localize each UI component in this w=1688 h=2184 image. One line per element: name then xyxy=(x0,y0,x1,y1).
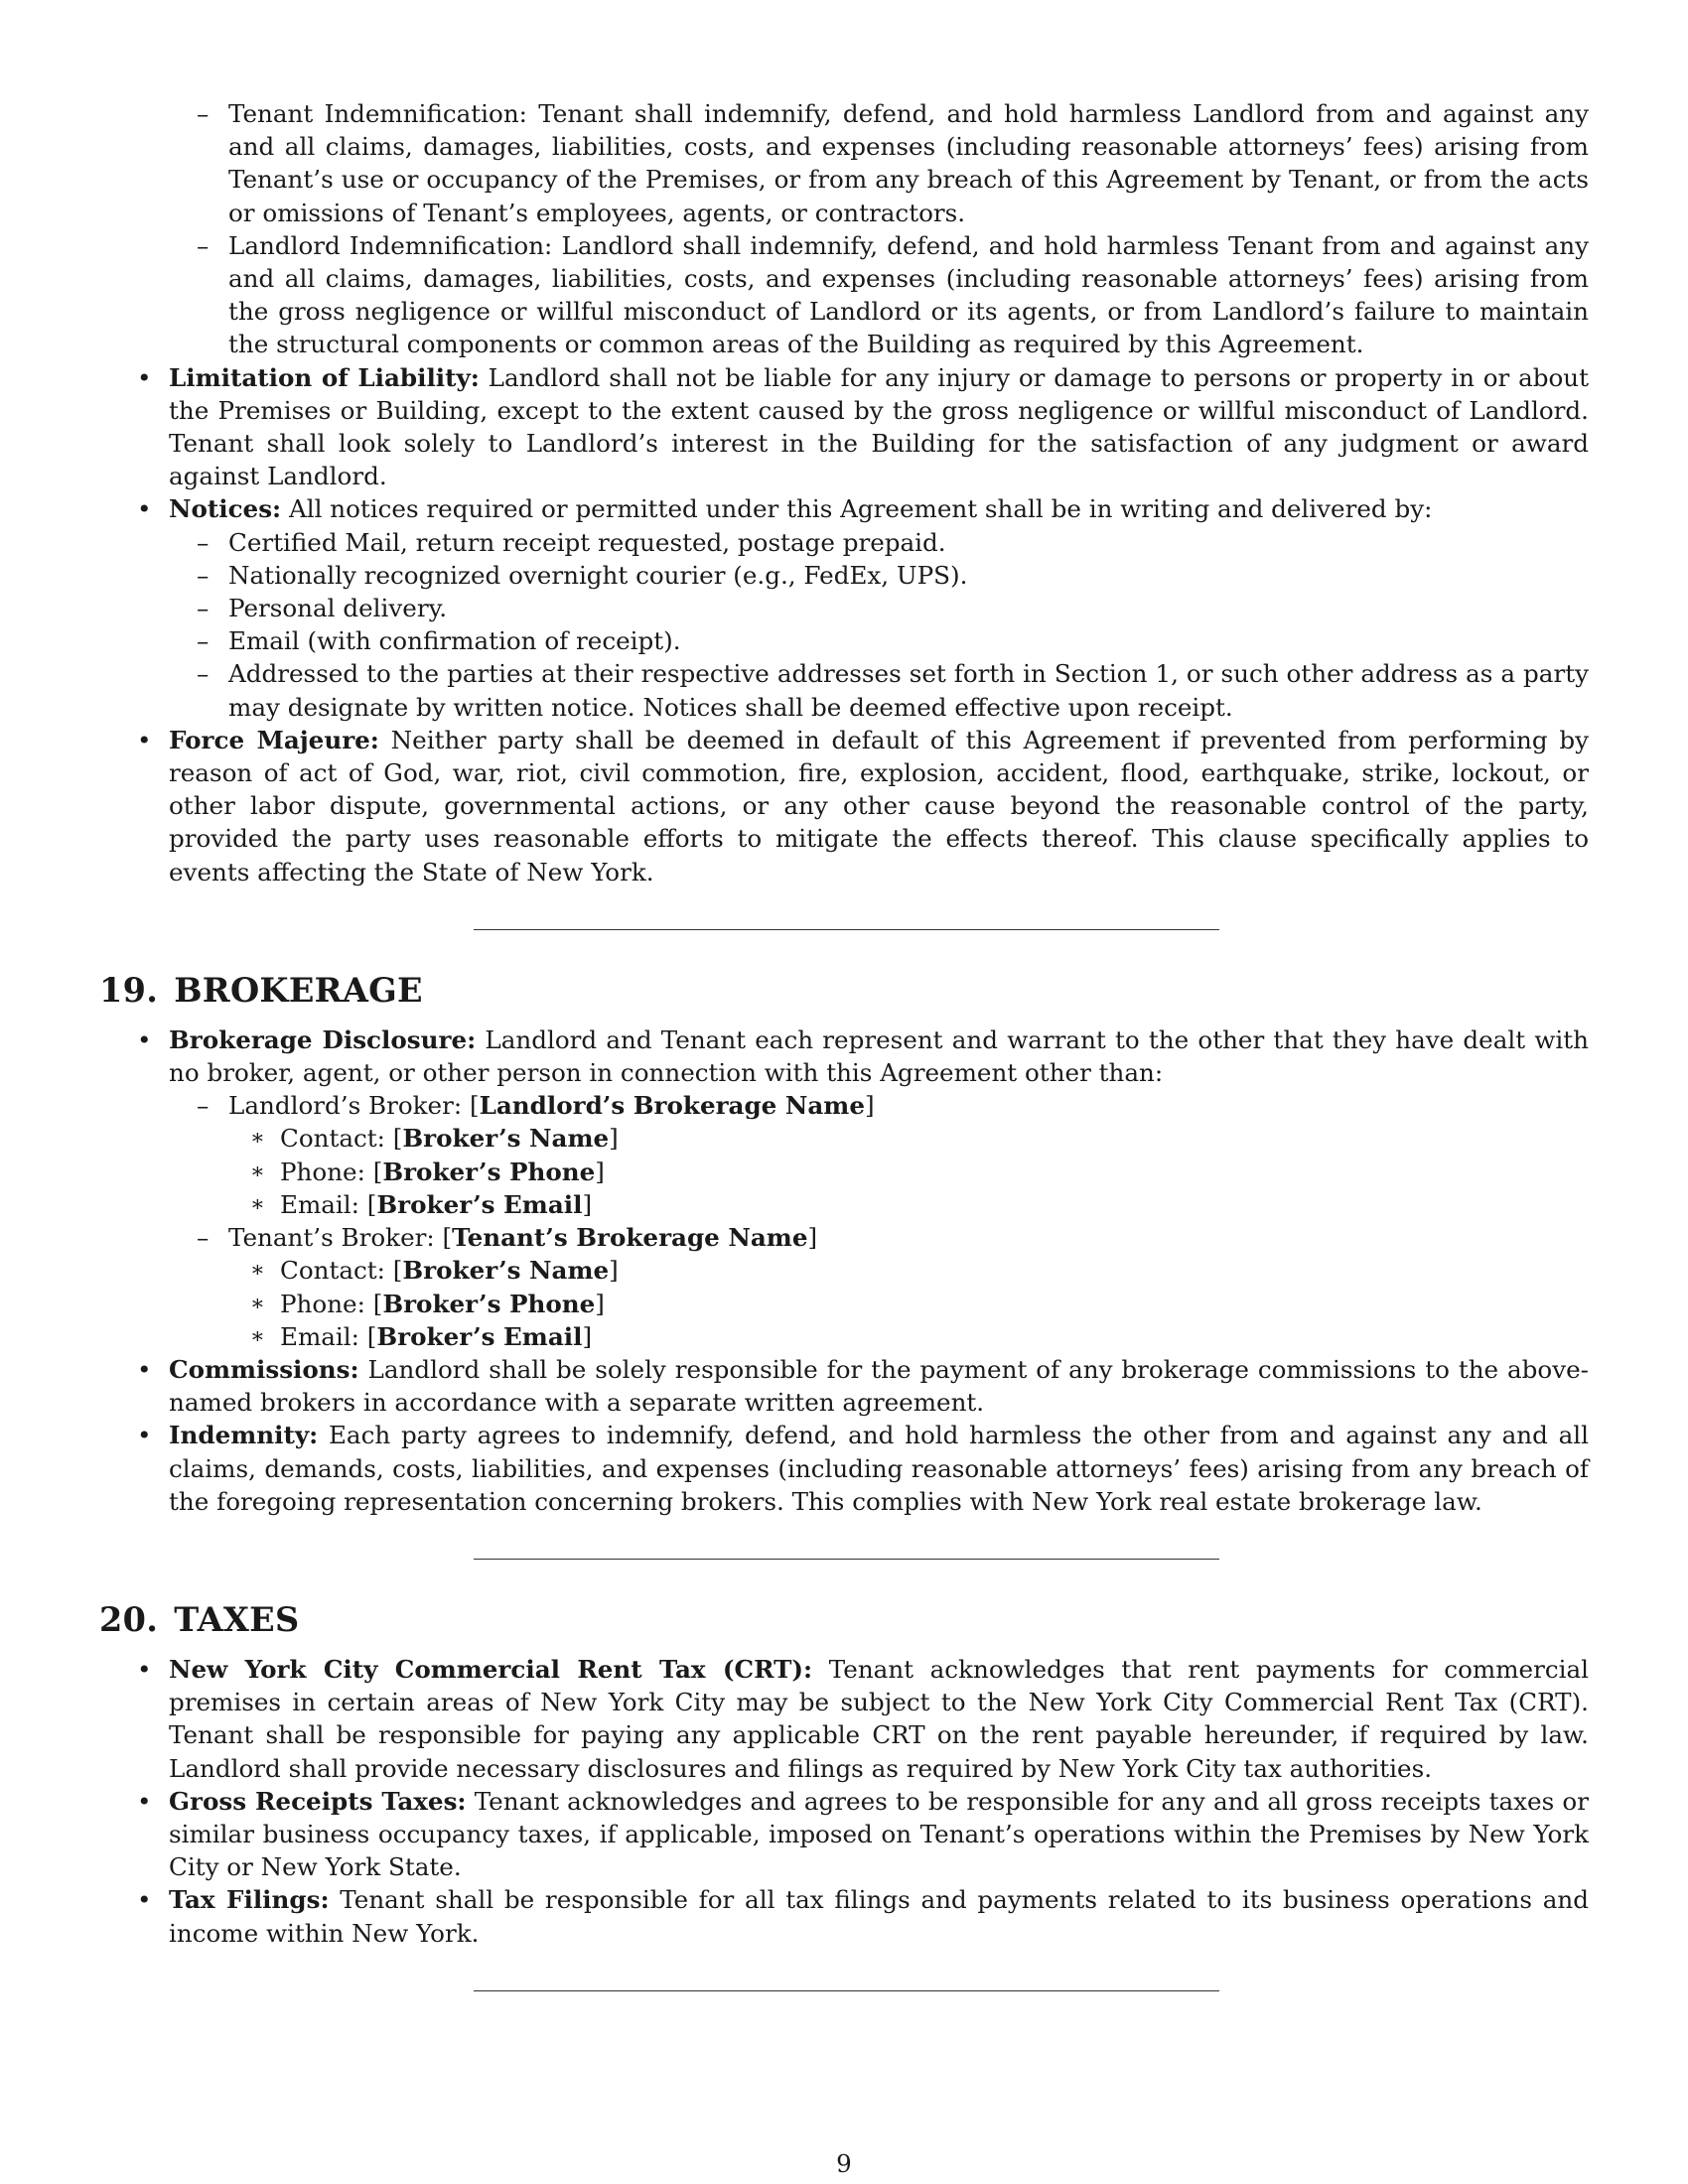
phone-label: Phone: xyxy=(280,1157,373,1186)
indemnity-item xyxy=(99,1419,1589,1518)
landlord-broker-contact: ∗ Contact: [Broker’s Name] xyxy=(99,1122,1589,1155)
section-divider xyxy=(474,1559,1219,1560)
gross-receipts-item xyxy=(99,1785,1589,1884)
section-divider xyxy=(474,1990,1219,1991)
force-majeure-label: Force Majeure: xyxy=(169,725,379,754)
gross-receipts-label: Gross Receipts Taxes: xyxy=(169,1786,467,1816)
notices-label: Notices: xyxy=(169,494,282,524)
section-number: 20. xyxy=(99,1599,159,1639)
bullet-marker: • xyxy=(137,1024,152,1054)
brokerage-disclosure-label: Brokerage Disclosure: xyxy=(169,1024,477,1054)
broker-email-placeholder: Broker’s Email xyxy=(376,1189,583,1219)
tenant-broker-contact: ∗ Contact: [Broker’s Name] xyxy=(99,1254,1589,1287)
section-title: TAXES xyxy=(174,1599,300,1639)
asterisk-marker: ∗ xyxy=(250,1159,265,1184)
force-majeure-item xyxy=(99,724,1589,888)
dash-marker: – xyxy=(197,527,210,557)
indemnity-label: Indemnity: xyxy=(169,1421,319,1450)
landlord-broker-item: – Landlord’s Broker: [Landlord’s Brokerage Name] xyxy=(99,1089,1589,1122)
landlord-broker-phone: ∗ Phone: [Broker’s Phone] xyxy=(99,1156,1589,1188)
bullet-marker: • xyxy=(137,725,152,754)
tenant-brokerage-name: Tenant’s Brokerage Name xyxy=(452,1223,808,1253)
email-label: Email: xyxy=(280,1321,367,1351)
landlord-broker-label: Landlord’s Broker: xyxy=(228,1091,470,1121)
section-20-heading xyxy=(99,1600,1589,1640)
notice-method-text: Personal delivery. xyxy=(228,594,448,623)
notices-item xyxy=(99,492,1589,525)
notice-method-item xyxy=(99,559,1589,592)
tenant-broker-phone: ∗ Phone: [Broker’s Phone] xyxy=(99,1288,1589,1320)
brokerage-disclosure-item xyxy=(99,1024,1589,1089)
notice-method-item xyxy=(99,624,1589,657)
gross-receipts-text: Tenant acknowledges and agrees to be responsible for any and all gross receipts taxes or similar business occupancy taxes, if applicable, imposed on Tenant’s operations within the Premises by New York City or New York State. xyxy=(169,1786,1589,1882)
phone-label: Phone: xyxy=(280,1289,373,1318)
landlord-indemnification-text: Landlord Indemnification: Landlord shall indemnify, defend, and hold harmless Tenant from and against any and all claims, damages, liabilities, costs, and expenses (including reasonable attorneys’ fees) arising from the gross negligence or willful misconduct of Landlord or its agents, or from Landlord’s failure to maintain the structural components or common areas of the Building as required by this Agreement. xyxy=(228,230,1589,359)
bullet-marker: • xyxy=(137,1885,152,1915)
broker-name-placeholder: Broker’s Name xyxy=(402,1256,610,1286)
notice-method-text: Email (with confirmation of receipt). xyxy=(228,626,681,656)
broker-name-placeholder: Broker’s Name xyxy=(402,1124,610,1154)
bullet-marker: • xyxy=(137,1354,152,1384)
tenant-indemnification-item xyxy=(99,97,1589,229)
bullet-marker: • xyxy=(137,1421,152,1450)
bullet-marker: • xyxy=(137,1654,152,1684)
dash-marker: – xyxy=(197,230,210,260)
asterisk-marker: ∗ xyxy=(250,1291,265,1316)
force-majeure-text: Neither party shall be deemed in default of this Agreement if prevented from performing by reason of act of God, war, riot, civil commotion, fire, explosion, accident, flood, earthquake, strike, lockout, or other labor dispute, governmental actions, or any other cause beyond the reasonable control of the party, provided the party uses reasonable efforts to mitigate the effects thereof. This clause specifically applies to events affecting the State of New York. xyxy=(169,725,1589,887)
section-19-heading xyxy=(99,971,1589,1011)
commissions-item xyxy=(99,1353,1589,1419)
asterisk-marker: ∗ xyxy=(250,1323,265,1349)
indemnity-text: Each party agrees to indemnify, defend, and hold harmless the other from and against any and all claims, demands, costs, liabilities, and expenses (including reasonable attorneys’ fees) arising from any breach of the foregoing representation concerning brokers. This complies with New York real estate brokerage law. xyxy=(169,1421,1589,1516)
commissions-text: Landlord shall be solely responsible for the payment of any brokerage commissions to the above-named brokers in accordance with a separate written agreement. xyxy=(169,1354,1589,1418)
brokerage-disclosure-text: Landlord and Tenant each represent and warrant to the other that they have dealt with no broker, agent, or other person in connection with this Agreement other than: xyxy=(169,1024,1589,1088)
dash-marker: – xyxy=(197,594,210,623)
notice-method-text: Nationally recognized overnight courier (e.g., FedEx, UPS). xyxy=(228,560,968,590)
landlord-broker-email: ∗ Email: [Broker’s Email] xyxy=(99,1188,1589,1221)
notice-method-item xyxy=(99,657,1589,723)
dash-marker: – xyxy=(197,659,210,689)
commissions-label: Commissions: xyxy=(169,1354,359,1384)
tax-filings-text: Tenant shall be responsible for all tax filings and payments related to its business operations and income within New York. xyxy=(169,1885,1589,1948)
crt-label: New York City Commercial Rent Tax (CRT): xyxy=(169,1654,813,1684)
broker-phone-placeholder: Broker’s Phone xyxy=(382,1289,596,1318)
limitation-text: Landlord shall not be liable for any injury or damage to persons or property in or about the Premises or Building, except to the extent caused by the gross negligence or willful misconduct of Landlord. Tenant shall look solely to Landlord’s interest in the Building for the satisfaction of any judgment or award against Landlord. xyxy=(169,362,1589,491)
document-page xyxy=(99,97,1589,1991)
notice-method-text: Addressed to the parties at their respective addresses set forth in Section 1, or such other address as a party may designate by written notice. Notices shall be deemed effective upon receipt. xyxy=(228,659,1589,722)
bullet-marker: • xyxy=(137,1786,152,1816)
tax-filings-item xyxy=(99,1883,1589,1949)
bullet-marker: • xyxy=(137,362,152,392)
dash-marker: – xyxy=(197,626,210,656)
dash-marker: – xyxy=(197,1091,210,1121)
dash-marker: – xyxy=(197,560,210,590)
page-number: 9 xyxy=(836,2149,852,2178)
limitation-of-liability-item xyxy=(99,361,1589,493)
dash-marker: – xyxy=(197,99,210,128)
tax-filings-label: Tax Filings: xyxy=(169,1885,330,1915)
asterisk-marker: ∗ xyxy=(250,1126,265,1152)
notices-text: All notices required or permitted under this Agreement shall be in writing and delivered by: xyxy=(281,494,1433,524)
tenant-indemnification-text: Tenant Indemnification: Tenant shall indemnify, defend, and hold harmless Landlord from and against any and all claims, damages, liabilities, costs, and expenses (including reasonable attorneys’ fees) arising from Tenant’s use or occupancy of the Premises, or from any breach of this Agreement by Tenant, or from the acts or omissions of Tenant’s employees, agents, or contractors. xyxy=(228,99,1589,227)
contact-label: Contact: xyxy=(280,1124,393,1154)
notice-method-text: Certified Mail, return receipt requested, postage prepaid. xyxy=(228,527,946,557)
contact-label: Contact: xyxy=(280,1256,393,1286)
landlord-brokerage-name: Landlord’s Brokerage Name xyxy=(479,1091,865,1121)
section-number: 19. xyxy=(99,970,159,1010)
tenant-broker-email: ∗ Email: [Broker’s Email] xyxy=(99,1320,1589,1353)
limitation-label: Limitation of Liability: xyxy=(169,362,480,392)
crt-item xyxy=(99,1653,1589,1785)
crt-text: Tenant acknowledges that rent payments for commercial premises in certain areas of New York City may be subject to the New York City Commercial Rent Tax (CRT). Tenant shall be responsible for paying any applicable CRT on the rent payable hereunder, if required by law. Landlord shall provide necessary disclosures and filings as required by New York City tax authorities. xyxy=(169,1654,1590,1783)
bullet-marker: • xyxy=(137,494,152,524)
dash-marker: – xyxy=(197,1223,210,1253)
section-title: BROKERAGE xyxy=(174,970,423,1010)
tenant-broker-item: – Tenant’s Broker: [Tenant’s Brokerage Name] xyxy=(99,1221,1589,1254)
landlord-indemnification-item xyxy=(99,229,1589,361)
section-divider xyxy=(474,929,1219,930)
notice-method-item xyxy=(99,592,1589,624)
email-label: Email: xyxy=(280,1189,367,1219)
asterisk-marker: ∗ xyxy=(250,1191,265,1217)
broker-phone-placeholder: Broker’s Phone xyxy=(382,1157,596,1186)
asterisk-marker: ∗ xyxy=(250,1258,265,1284)
broker-email-placeholder: Broker’s Email xyxy=(376,1321,583,1351)
notice-method-item xyxy=(99,526,1589,559)
tenant-broker-label: Tenant’s Broker: xyxy=(228,1223,443,1253)
